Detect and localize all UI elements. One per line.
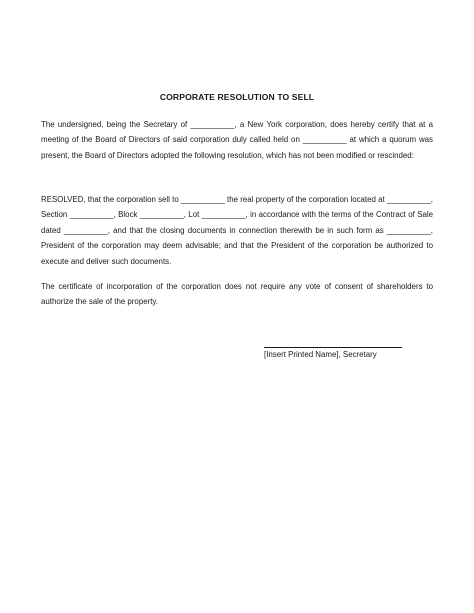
certification-paragraph: The undersigned, being the Secretary of __________, a New York corporation, does hereby certify that at a meeting of the Board of Directors of said corporation duly called held on __________ at which a quorum was present, the Board of Directors adopted the following resolution, which has not been modified or rescinded:: [41, 120, 433, 160]
incorporation-paragraph: The certificate of incorporation of the corporation does not require any vote of consent of shareholders to authorize the sale of the property.: [41, 282, 433, 307]
signature-line: [264, 347, 402, 348]
document-title: CORPORATE RESOLUTION TO SELL: [159, 92, 315, 102]
signature-label: [Insert Printed Name], Secretary: [264, 350, 377, 359]
resolution-paragraph: RESOLVED, that the corporation sell to __________ the real property of the corporation located at __________, Section __________, Block __________, Lot __________, in accordance with the terms of the Contract of Sale dated __________, and that the closing documents in connection therewith be in such form as __________, President of the corporation may deem advisable; and that the President of the corporation be authorized to execute and deliver such documents.: [41, 195, 433, 266]
